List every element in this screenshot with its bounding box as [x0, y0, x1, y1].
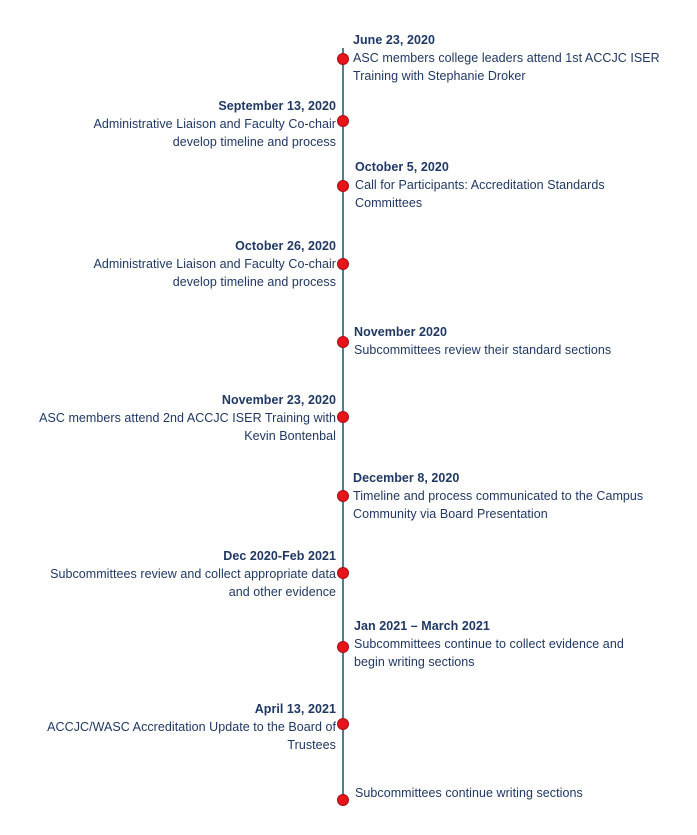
timeline-marker: [337, 53, 349, 65]
event-description: ASC members college leaders attend 1st ACCJC ISER: [353, 51, 660, 65]
timeline-marker: [337, 718, 349, 730]
timeline-axis: [342, 48, 344, 800]
event-date: October 26, 2020: [235, 239, 336, 253]
timeline-marker: [337, 567, 349, 579]
event-date: November 2020: [354, 325, 448, 339]
event-description: develop timeline and process: [172, 275, 336, 289]
timeline-event: [355, 158, 675, 212]
event-date: December 8, 2020: [353, 471, 460, 485]
event-description: Training with Stephanie Droker: [353, 69, 526, 83]
event-description: Administrative Liaison and Faculty Co-chair: [93, 117, 336, 131]
event-description: Committees: [355, 196, 423, 210]
event-description: Call for Participants: Accreditation Standards: [355, 178, 605, 192]
timeline-event: [20, 97, 336, 151]
event-description: Subcommittees review and collect appropriate data: [50, 567, 336, 581]
event-description: Kevin Bontenbal: [244, 429, 336, 443]
timeline-event: [354, 323, 674, 359]
event-description: Subcommittees continue to collect evidence and: [354, 637, 624, 651]
timeline-event: [353, 469, 673, 523]
timeline-marker: [337, 641, 349, 653]
timeline-marker: [337, 180, 349, 192]
event-description: ACCJC/WASC Accreditation Update to the Board of: [47, 720, 336, 734]
event-description: ASC members attend 2nd ACCJC ISER Training with: [39, 411, 336, 425]
event-date: April 13, 2021: [254, 702, 336, 716]
timeline-marker: [337, 794, 349, 806]
timeline-marker: [337, 490, 349, 502]
timeline-event: [353, 31, 673, 85]
timeline-marker: [337, 336, 349, 348]
event-date: Dec 2020-Feb 2021: [223, 549, 336, 563]
event-description: Administrative Liaison and Faculty Co-chair: [93, 257, 336, 271]
timeline-marker: [337, 411, 349, 423]
event-description: Subcommittees review their standard sections: [354, 343, 612, 357]
timeline-event: [20, 237, 336, 291]
event-date: September 13, 2020: [218, 99, 336, 113]
timeline-event: [20, 547, 336, 601]
event-date: October 5, 2020: [355, 160, 449, 174]
event-date: June 23, 2020: [353, 33, 435, 47]
event-description: Timeline and process communicated to the Campus: [353, 489, 644, 503]
timeline-marker: [337, 115, 349, 127]
event-description: Subcommittees continue writing sections: [355, 786, 583, 800]
timeline-event: [355, 784, 675, 802]
event-description: and other evidence: [228, 585, 336, 599]
timeline-event: [20, 700, 336, 754]
timeline-marker: [337, 258, 349, 270]
timeline-event: [354, 617, 674, 671]
event-description: develop timeline and process: [172, 135, 336, 149]
event-description: Community via Board Presentation: [353, 507, 548, 521]
timeline-event: [20, 391, 336, 445]
event-description: Trustees: [287, 738, 336, 752]
event-date: Jan 2021 – March 2021: [354, 619, 490, 633]
event-date: November 23, 2020: [221, 393, 336, 407]
event-description: begin writing sections: [354, 655, 475, 669]
